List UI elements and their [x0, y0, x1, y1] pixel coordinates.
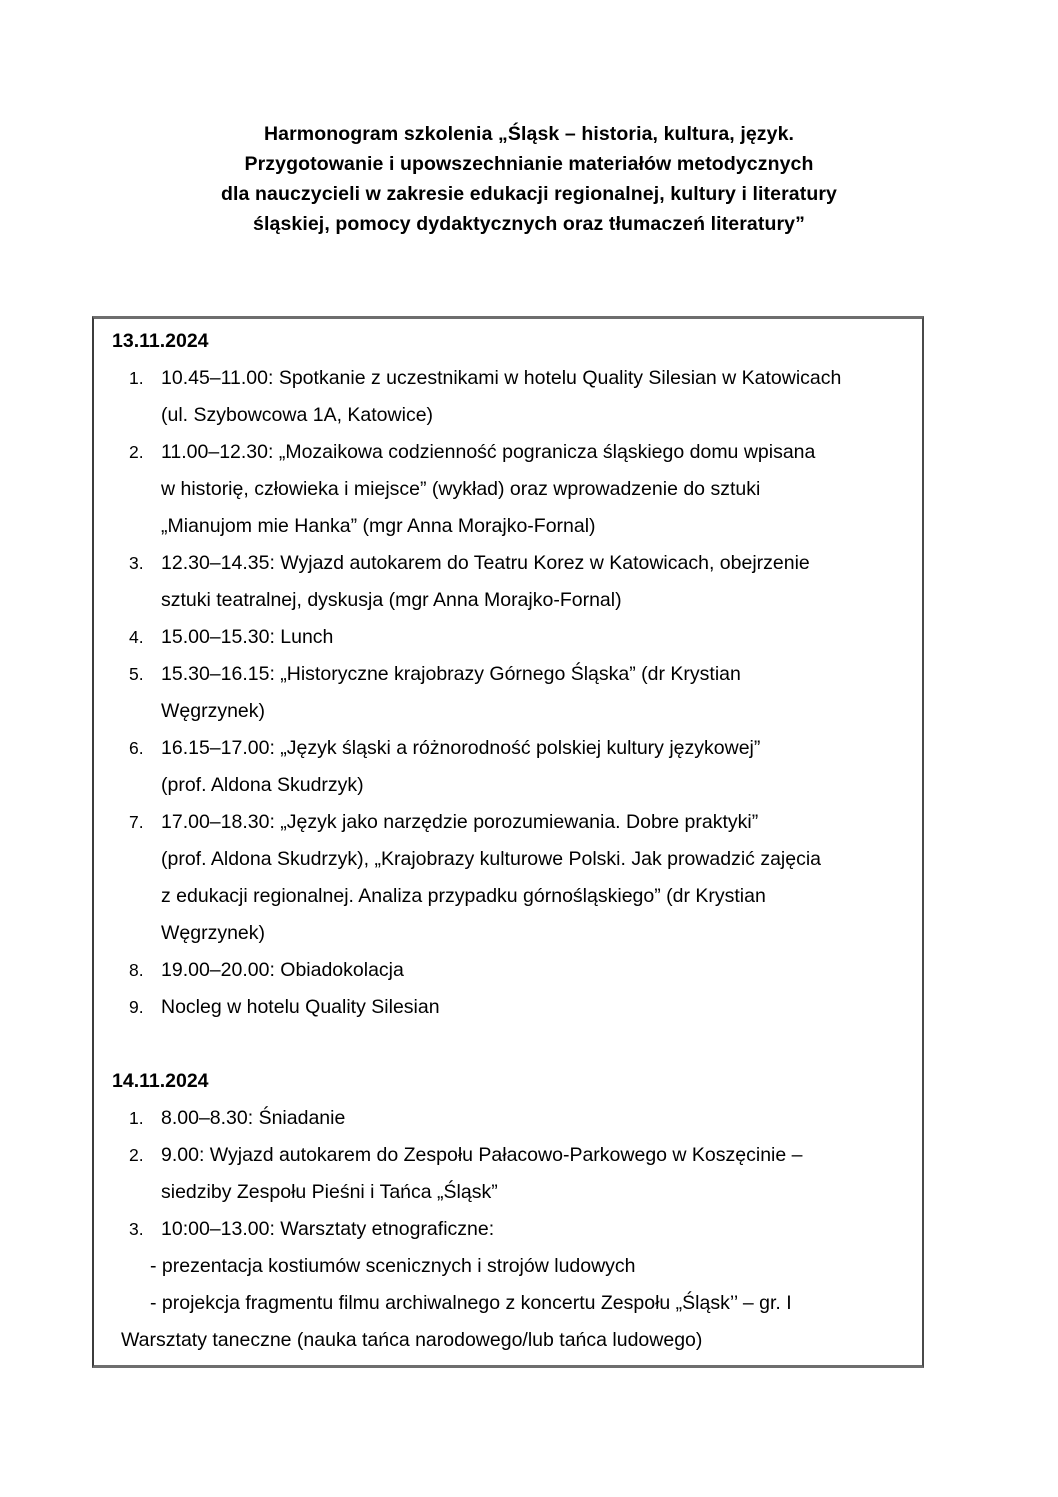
title-line-4: śląskiej, pomocy dydaktycznych oraz tłumaczeń literatury”: [253, 213, 805, 235]
item-text: z edukacji regionalnej. Analiza przypadku górnośląskiego” (dr Krystian: [161, 885, 766, 907]
item-text: (prof. Aldona Skudrzyk): [161, 774, 364, 796]
item-line: [94, 397, 922, 434]
item-text: 19.00–20.00: Obiadokolacja: [161, 959, 404, 981]
item-line: [94, 730, 922, 767]
day-section-14-11-2024: [94, 1063, 922, 1359]
item-line: [94, 1137, 922, 1174]
item-line: [94, 582, 922, 619]
item-text: „Mianujom mie Hanka” (mgr Anna Morajko-Fornal): [161, 515, 596, 537]
schedule-item-2: [94, 434, 922, 545]
item-text: (ul. Szybowcowa 1A, Katowice): [161, 404, 434, 426]
item-text: 16.15–17.00: „Język śląski a różnorodność polskiej kultury językowej”: [161, 737, 761, 759]
item-text: - projekcja fragmentu filmu archiwalnego z koncertu Zespołu „Śląsk’’ – gr. I: [150, 1292, 792, 1314]
title-line-1: Harmonogram szkolenia „Śląsk – historia, kultura, język.: [263, 123, 795, 145]
item-text: 10:00–13.00: Warsztaty etnograficzne:: [161, 1218, 495, 1240]
schedule-item-4: [94, 619, 922, 656]
item-number: 1.: [129, 368, 144, 388]
item-text: 15.30–16.15: „Historyczne krajobrazy Górnego Śląska” (dr Krystian: [161, 663, 741, 685]
item-text: 10.45–11.00: Spotkanie z uczestnikami w hotelu Quality Silesian w Katowicach: [161, 367, 842, 389]
schedule-item-7: [94, 804, 922, 952]
schedule-item-2: [94, 1137, 922, 1211]
item-text: 12.30–14.35: Wyjazd autokarem do Teatru Korez w Katowicach, obejrzenie: [161, 552, 810, 574]
item-line: [94, 1174, 922, 1211]
item-text: siedziby Zespołu Pieśni i Tańca „Śląsk”: [161, 1181, 498, 1203]
schedule-item-3: [94, 545, 922, 619]
document-title: [0, 0, 1058, 239]
item-number: 9.: [129, 997, 144, 1017]
item-number: 8.: [129, 960, 144, 980]
item-text: Węgrzynek): [161, 700, 266, 722]
item-number: 6.: [129, 738, 144, 758]
item-line: [94, 434, 922, 471]
item-number: 7.: [129, 812, 144, 832]
item-text: 8.00–8.30: Śniadanie: [161, 1107, 346, 1129]
title-line-3: dla nauczycieli w zakresie edukacji regionalnej, kultury i literatury: [221, 183, 837, 205]
schedule-item-8: [94, 952, 922, 989]
item-line: [94, 360, 922, 397]
item-number: 3.: [129, 1219, 144, 1239]
item-footer-line: [94, 1322, 922, 1359]
item-text: (prof. Aldona Skudrzyk), „Krajobrazy kulturowe Polski. Jak prowadzić zajęcia: [161, 848, 822, 870]
item-text: Warsztaty taneczne (nauka tańca narodowego/lub tańca ludowego): [121, 1329, 703, 1351]
item-text: sztuki teatralnej, dyskusja (mgr Anna Morajko-Fornal): [161, 589, 622, 611]
item-number: 1.: [129, 1108, 144, 1128]
item-text: w historię, człowieka i miejsce” (wykład) oraz wprowadzenie do sztuki: [161, 478, 761, 500]
item-subline: [94, 1285, 922, 1322]
item-line: [94, 804, 922, 841]
item-line: [94, 693, 922, 730]
section-date: 13.11.2024: [112, 330, 209, 352]
item-text: Węgrzynek): [161, 922, 266, 944]
item-line: [94, 952, 922, 989]
item-number: 4.: [129, 627, 144, 647]
schedule-item-6: [94, 730, 922, 804]
item-subline: [94, 1248, 922, 1285]
item-number: 3.: [129, 553, 144, 573]
item-line: [94, 1211, 922, 1248]
item-line: [94, 767, 922, 804]
schedule-item-3: [94, 1211, 922, 1359]
item-line: [94, 989, 922, 1026]
schedule-table: [92, 316, 924, 1368]
item-line: [94, 545, 922, 582]
item-line: [94, 508, 922, 545]
item-text: Nocleg w hotelu Quality Silesian: [161, 996, 440, 1018]
schedule-item-1: [94, 360, 922, 434]
schedule-item-5: [94, 656, 922, 730]
item-line: [94, 841, 922, 878]
item-line: [94, 656, 922, 693]
item-line: [94, 915, 922, 952]
item-number: 2.: [129, 1145, 144, 1165]
item-line: [94, 471, 922, 508]
item-line: [94, 619, 922, 656]
schedule-item-9: [94, 989, 922, 1026]
item-number: 2.: [129, 442, 144, 462]
item-text: - prezentacja kostiumów scenicznych i strojów ludowych: [150, 1255, 636, 1277]
day-section-13-11-2024: [94, 323, 922, 1026]
item-line: [94, 1100, 922, 1137]
item-number: 5.: [129, 664, 144, 684]
title-line-2: Przygotowanie i upowszechnianie materiałów metodycznych: [244, 153, 814, 175]
item-text: 17.00–18.30: „Język jako narzędzie porozumiewania. Dobre praktyki”: [161, 811, 759, 833]
item-text: 9.00: Wyjazd autokarem do Zespołu Pałacowo-Parkowego w Koszęcinie –: [161, 1144, 803, 1166]
schedule-item-1: [94, 1100, 922, 1137]
section-date: 14.11.2024: [112, 1070, 209, 1092]
item-line: [94, 878, 922, 915]
item-text: 11.00–12.30: „Mozaikowa codzienność pogranicza śląskiego domu wpisana: [161, 441, 816, 463]
item-text: 15.00–15.30: Lunch: [161, 626, 334, 648]
